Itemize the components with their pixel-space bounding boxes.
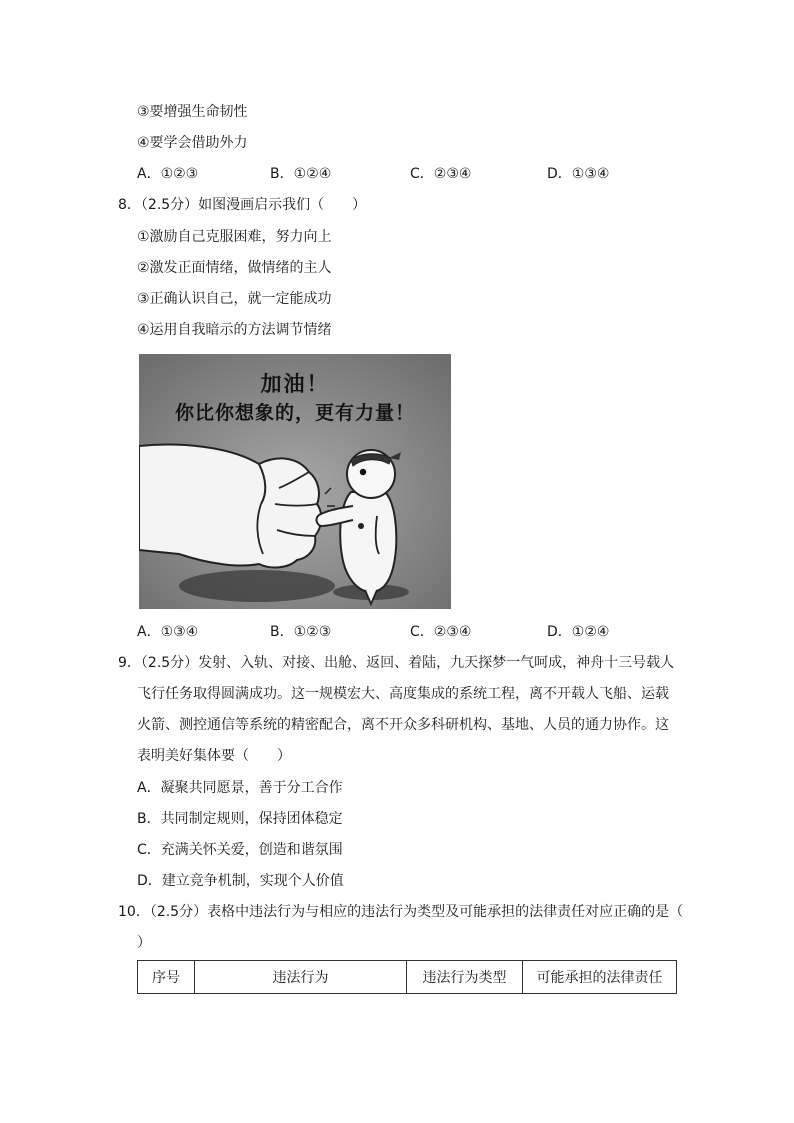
table-header-row bbox=[138, 961, 677, 994]
q7-options bbox=[137, 164, 657, 184]
q9-stem-line-2: 飞行任务取得圆满成功。这一规模宏大、高度集成的系统工程，离不开载人飞船、运载 bbox=[137, 686, 669, 702]
q9-option-a: A．凝聚共同愿景，善于分工合作 bbox=[137, 780, 343, 796]
table-header-index: 序号 bbox=[138, 961, 195, 994]
cartoon-caption-1: 加油！ bbox=[260, 372, 330, 396]
q7-option-a: A．①②③ bbox=[137, 166, 199, 182]
q8-item-2: ②激发正面情绪，做情绪的主人 bbox=[137, 260, 332, 276]
q10-stem-line-1: 10．（2.5分）表格中违法行为与相应的违法行为类型及可能承担的法律责任对应正确的是（ bbox=[118, 904, 684, 920]
q7-item-3: ③要增强生命韧性 bbox=[137, 104, 248, 120]
q7-item-4: ④要学会借助外力 bbox=[137, 135, 248, 151]
q8-option-d: D．①②④ bbox=[547, 624, 610, 640]
fist-shadow bbox=[179, 570, 335, 602]
cartoon-caption-2: 你比你想象的，更有力量！ bbox=[174, 402, 415, 424]
q7-option-c: C．②③④ bbox=[410, 166, 472, 182]
q9-option-b: B．共同制定规则，保持团体稳定 bbox=[137, 811, 343, 827]
q9-option-d: D．建立竞争机制，实现个人价值 bbox=[137, 873, 344, 889]
q8-stem: 8．（2.5分）如图漫画启示我们（ ） bbox=[118, 197, 367, 213]
q8-options bbox=[137, 622, 657, 642]
q8-item-1: ①激励自己克服困难，努力向上 bbox=[137, 229, 332, 245]
table-header-behavior: 违法行为 bbox=[195, 961, 407, 994]
q9-stem-line-1: 9．（2.5分）发射、入轨、对接、出舱、返回、着陆，九天探梦一气呵成，神舟十三号载人 bbox=[118, 655, 675, 671]
q9-option-c: C．充满关怀关爱，创造和谐氛围 bbox=[137, 842, 343, 858]
q8-option-c: C．②③④ bbox=[410, 624, 472, 640]
q9-stem-line-3: 火箭、测控通信等系统的精密配合，离不开众多科研机构、基地、人员的通力协作。这 bbox=[137, 717, 669, 733]
q10-stem-line-2: ） bbox=[137, 935, 151, 951]
q7-option-b: B．①②④ bbox=[270, 166, 332, 182]
table-header-type: 违法行为类型 bbox=[407, 961, 523, 994]
q7-option-d: D．①③④ bbox=[547, 166, 610, 182]
q8-option-a: A．①③④ bbox=[137, 624, 199, 640]
table-header-liability: 可能承担的法律责任 bbox=[523, 961, 677, 994]
q8-item-3: ③正确认识自己，就一定能成功 bbox=[137, 291, 332, 307]
q9-stem-line-4: 表明美好集体要（ ） bbox=[137, 748, 291, 764]
q10-table bbox=[137, 960, 677, 994]
q8-cartoon bbox=[139, 354, 451, 609]
q8-option-b: B．①②③ bbox=[270, 624, 332, 640]
q8-item-4: ④运用自我暗示的方法调节情绪 bbox=[137, 322, 332, 338]
